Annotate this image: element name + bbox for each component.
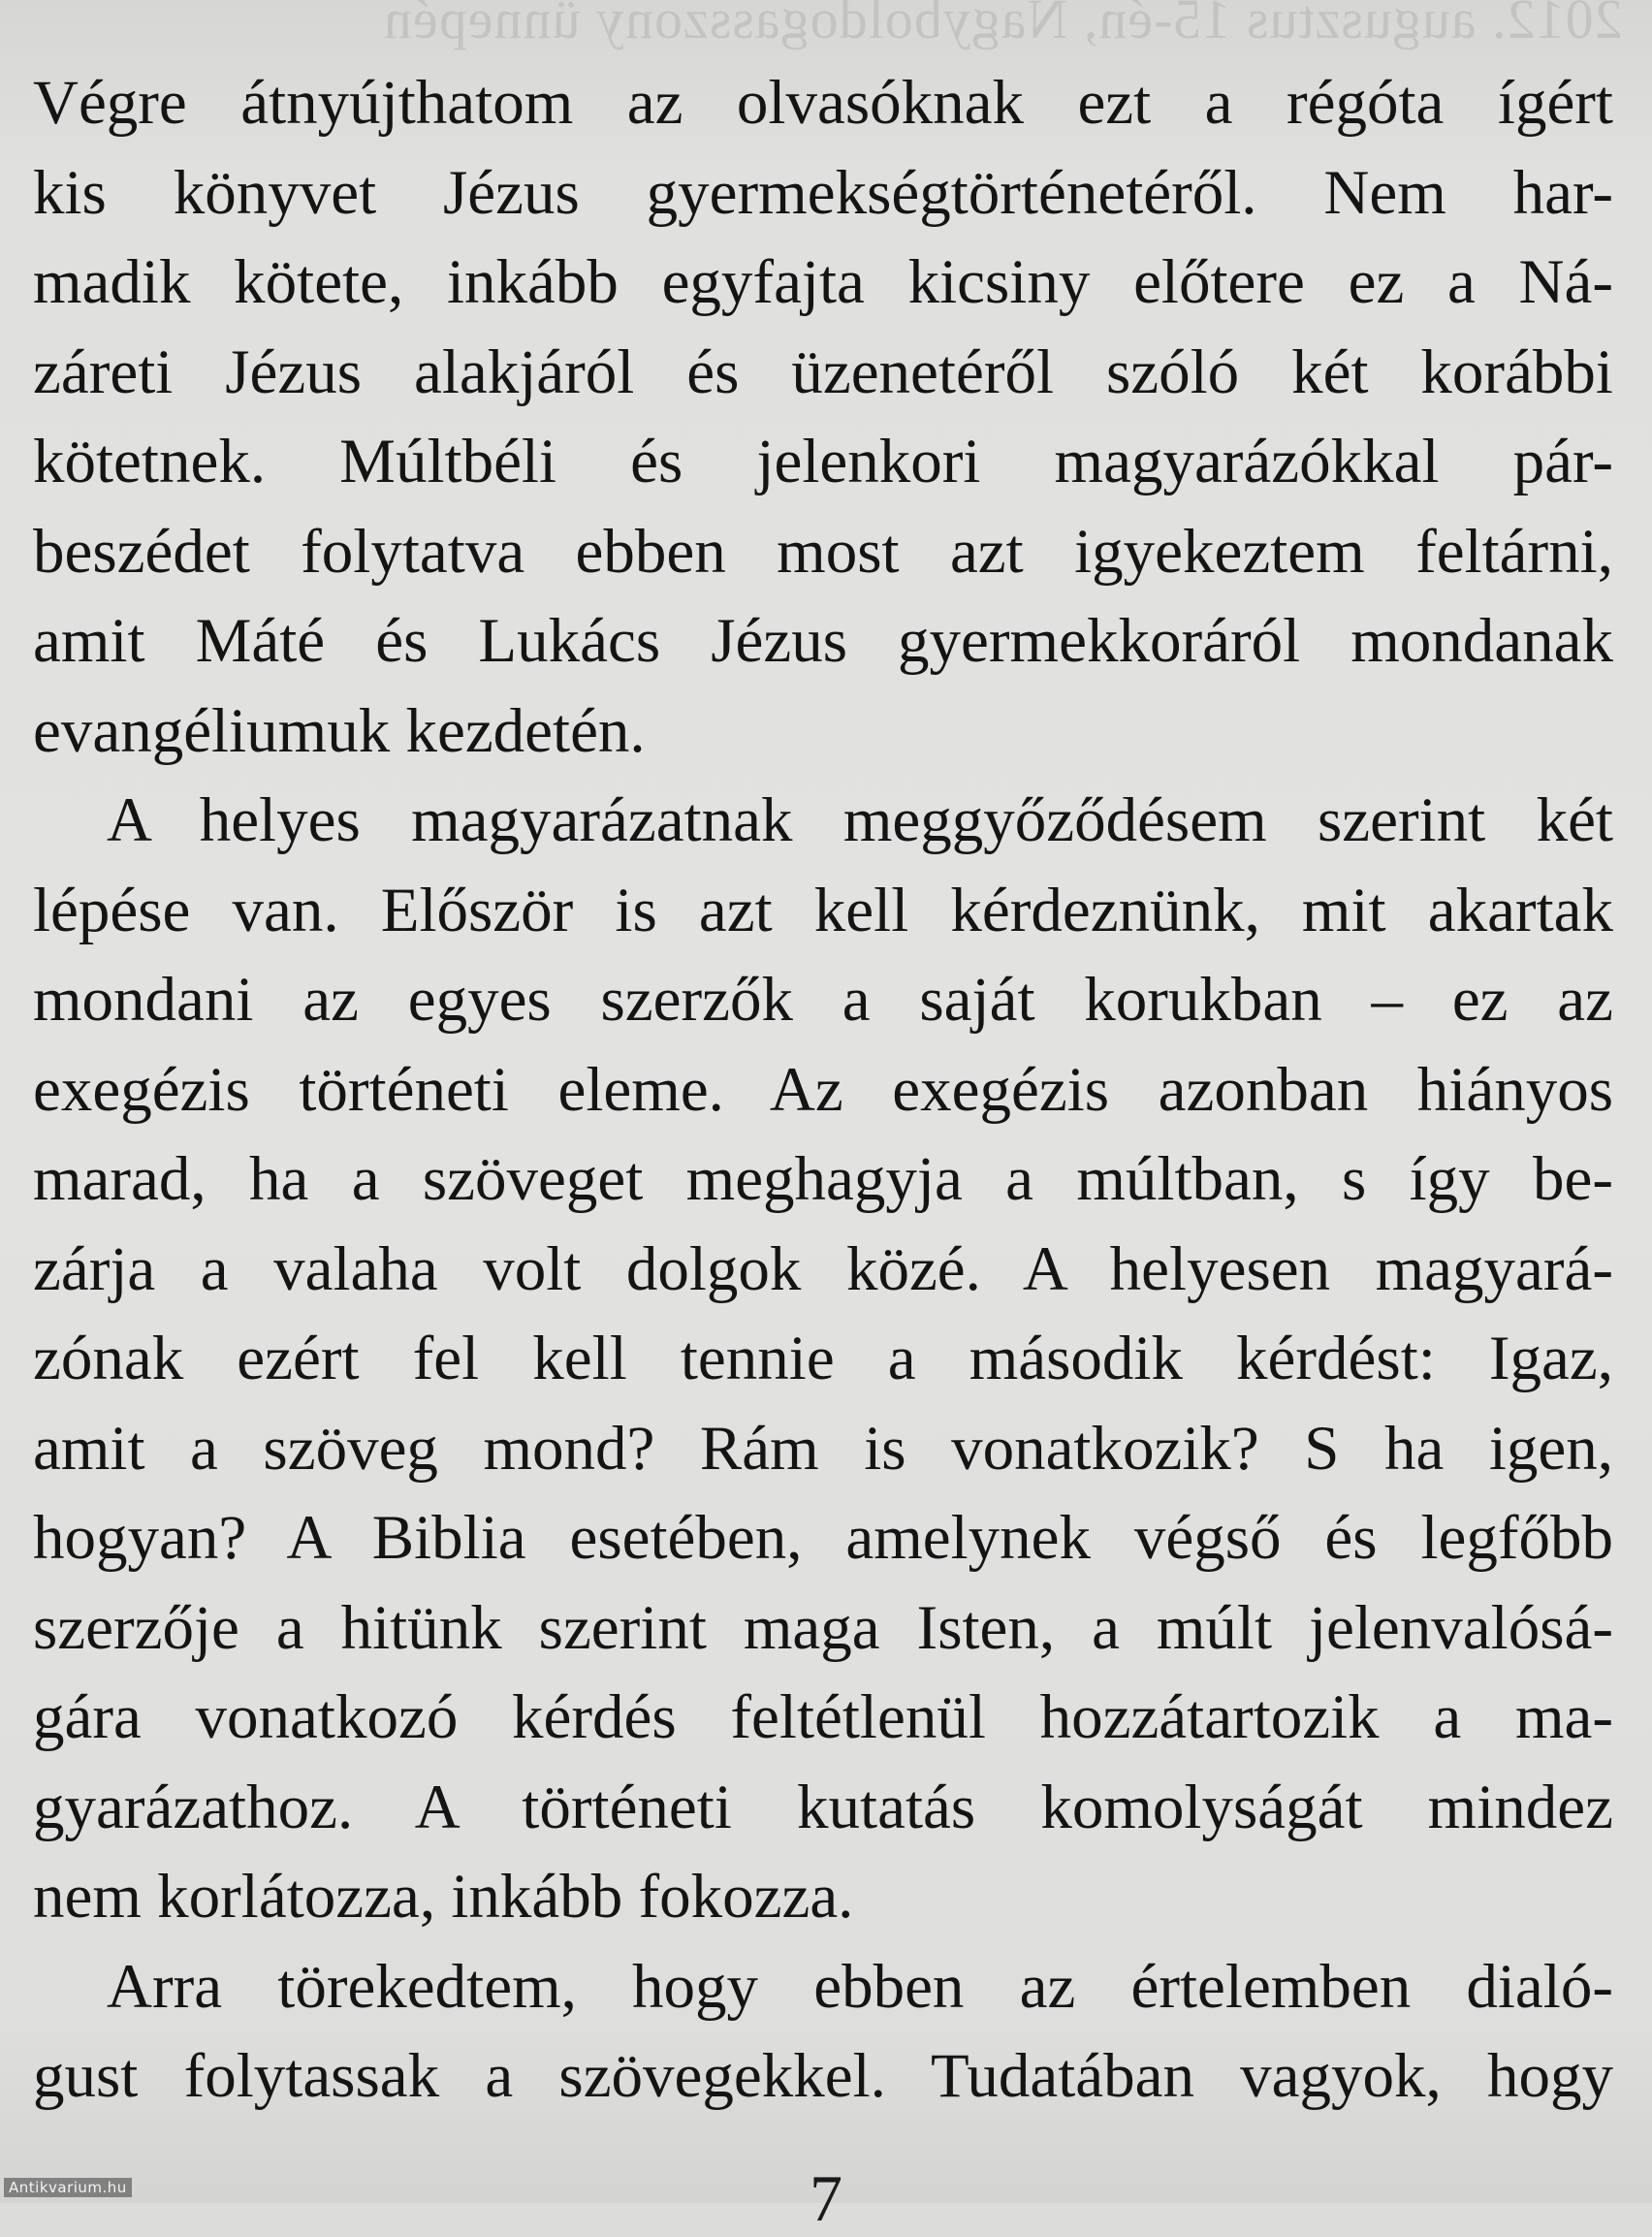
paragraph-1: [33, 58, 1613, 776]
paragraph-2: [33, 776, 1613, 1942]
text-line: zónak ezért fel kell tennie a második kérdést: Igaz,: [33, 1324, 1613, 1393]
text-line: amit Máté és Lukács Jézus gyermekkoráról mondanak: [33, 606, 1613, 676]
text-line: zárja a valaha volt dolgok közé. A helyesen magyará-: [33, 1233, 1613, 1304]
text-line: exegézis történeti eleme. Az exegézis azonban hiányos: [33, 1054, 1613, 1125]
bleed-through-header: 2012. augusztus 15-én, Nagyboldogasszony ünnepén: [383, 0, 1623, 50]
text-line: A helyes magyarázatnak meggyőződésem szerint két: [107, 785, 1613, 855]
text-line: kis könyvet Jézus gyermekségtörténetéről. Nem har-: [33, 157, 1613, 228]
text-line: madik kötete, inkább egyfajta kicsiny előtere ez a Ná-: [33, 247, 1613, 317]
page-number: 7: [810, 2161, 842, 2235]
text-line: beszédet folytatva ebben most azt igyekeztem feltárni,: [33, 516, 1613, 587]
text-line: lépése van. Először is azt kell kérdeznünk, mit akartak: [33, 875, 1613, 945]
text-line: nem korlátozza, inkább fokozza.: [33, 1862, 854, 1932]
text-line: marad, ha a szöveget meghagyja a múltban, s így be-: [33, 1144, 1613, 1214]
text-line: gyarázathoz. A történeti kutatás komolyságát mindez: [33, 1772, 1613, 1842]
text-line: hogyan? A Biblia esetében, amelynek végső és legfőbb: [33, 1503, 1613, 1573]
text-line: amit a szöveg mond? Rám is vonatkozik? S ha igen,: [33, 1413, 1613, 1484]
text-line: záreti Jézus alakjáról és üzenetéről szóló két korábbi: [33, 336, 1613, 407]
text-line: evangéliumuk kezdetén.: [33, 695, 646, 766]
paragraph-3: [33, 1942, 1613, 2122]
text-line: gára vonatkozó kérdés feltétlenül hozzátartozik a ma-: [33, 1682, 1613, 1752]
text-line: szerzője a hitünk szerint maga Isten, a múlt jelenvalósá-: [33, 1592, 1613, 1663]
text-line: Végre átnyújthatom az olvasóknak ezt a régóta ígért: [33, 68, 1613, 138]
text-line: mondani az egyes szerzők a saját korukban – ez az: [33, 965, 1613, 1035]
text-line: kötetnek. Múltbéli és jelenkori magyarázókkal pár-: [33, 427, 1613, 496]
watermark-logo: Antikvarium.hu: [4, 2178, 132, 2197]
body-text: [33, 58, 1613, 2122]
text-line: Arra törekedtem, hogy ebben az értelemben dialó-: [107, 1951, 1613, 2022]
text-line: gust folytassak a szövegekkel. Tudatában vagyok, hogy: [33, 2041, 1613, 2111]
